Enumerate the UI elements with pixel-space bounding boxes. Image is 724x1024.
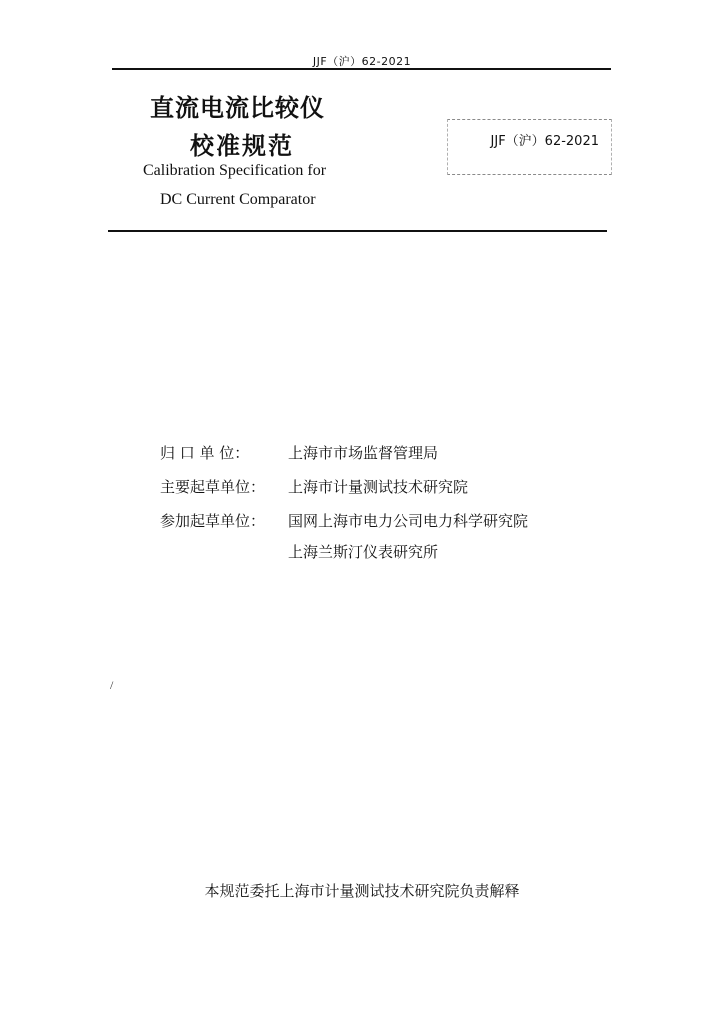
org-value: 上海兰斯汀仪表研究所 [288, 543, 439, 561]
title-english-line2: DC Current Comparator [160, 191, 316, 208]
interpretation-note: 本规范委托上海市计量测试技术研究院负责解释 [204, 882, 520, 900]
org-value: 上海市市场监督管理局 [288, 444, 439, 462]
title-chinese-line2: 校准规范 [190, 132, 294, 160]
running-header-code: JJF（沪）62-2021 [312, 55, 412, 68]
bottom-rule [108, 230, 607, 232]
org-value: 上海市计量测试技术研究院 [288, 478, 469, 496]
title-english-line1: Calibration Specification for [143, 162, 327, 179]
specification-code-box [447, 119, 612, 175]
top-rule [112, 68, 611, 70]
org-label: 主要起草单位： [160, 478, 266, 496]
org-value: 国网上海市电力公司电力科学研究院 [288, 512, 529, 530]
title-chinese-line1: 直流电流比较仪 [150, 94, 325, 122]
specification-code: JJF（沪）62-2021 [490, 134, 599, 149]
org-label: 归 口 单 位： [160, 444, 250, 462]
stray-mark: / [110, 678, 114, 692]
org-label: 参加起草单位： [160, 512, 266, 530]
